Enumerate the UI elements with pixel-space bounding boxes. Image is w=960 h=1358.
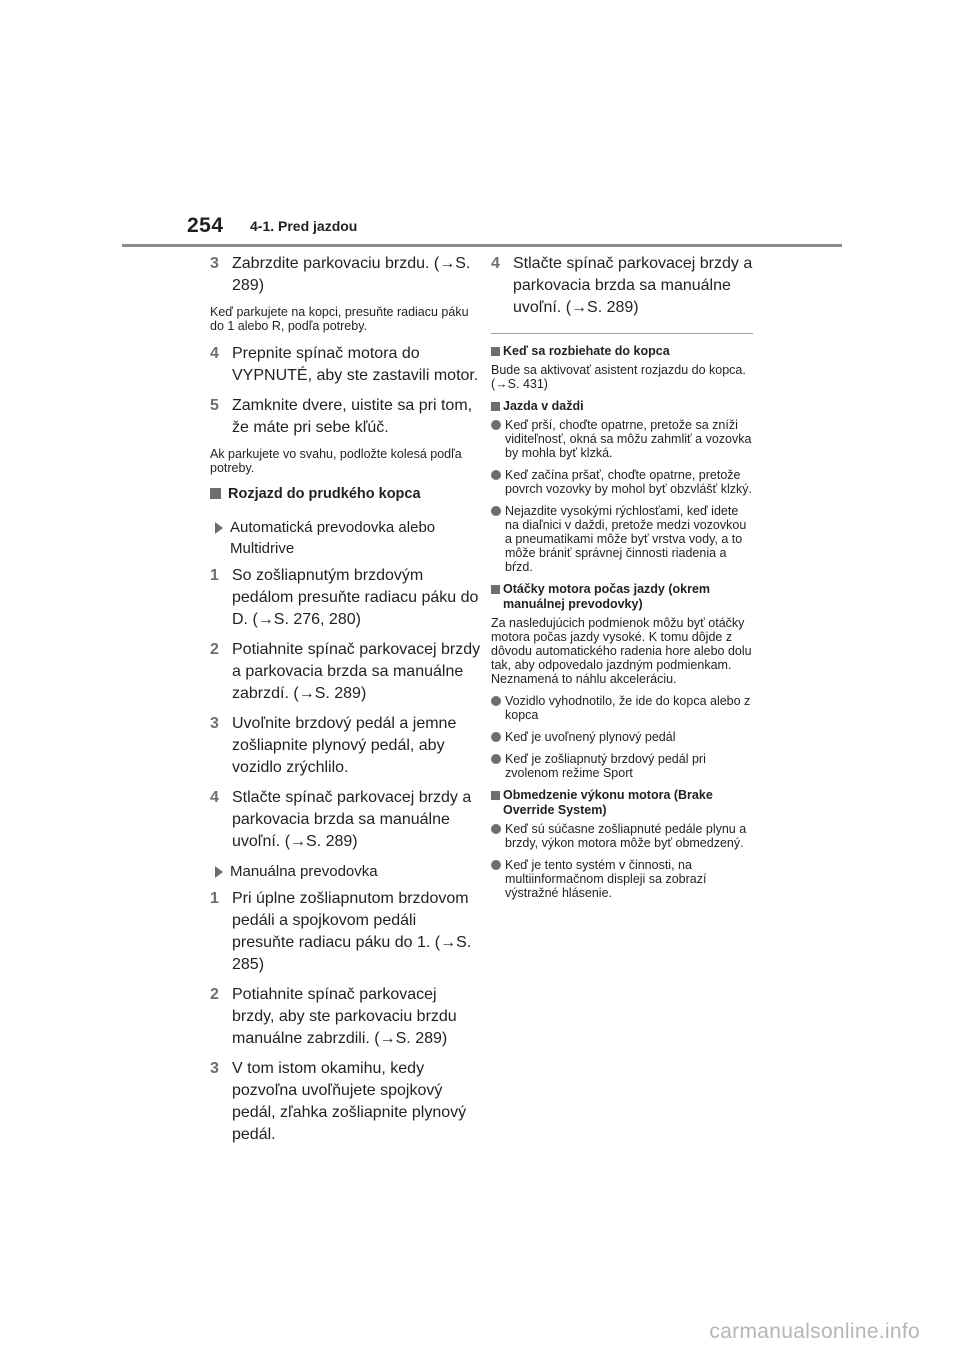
section-title: 4-1. Pred jazdou <box>250 218 358 234</box>
note-slope: Ak parkujete vo svahu, podložte kolesá podľa potreby. <box>210 447 462 475</box>
step-text: Stlačte spínač parkovacej brzdy a parkovacia brzda sa manuálne uvoľní. (→S. 289) <box>513 255 753 316</box>
step-number: 2 <box>210 641 219 658</box>
manual-step <box>210 1058 482 1146</box>
square-bullet-icon <box>491 402 500 411</box>
rpm-bullet <box>491 730 753 744</box>
step-5-parking <box>210 395 482 439</box>
step-text: So zošliapnutým brzdovým pedálom presuňte radiacu páku do D. (→S. 276, 280) <box>232 567 479 628</box>
auto-step <box>210 713 482 779</box>
rpm-bullet <box>491 752 753 780</box>
left-column <box>210 253 482 1154</box>
step-3-parking <box>210 253 482 297</box>
rain-bullet <box>491 504 753 574</box>
info-text-uphill: Bude sa aktivovať asistent rozjazdu do kopca. (→S. 431) <box>491 363 746 391</box>
step-number: 3 <box>210 715 219 732</box>
circle-bullet-icon <box>491 754 501 764</box>
bullet-text: Vozidlo vyhodnotilo, že ide do kopca alebo z kopca <box>505 694 751 722</box>
heading-text: Otáčky motora počas jazdy (okrem manuálnej prevodovky) <box>503 582 711 611</box>
auto-step-4-continued <box>491 253 753 319</box>
bullet-text: Keď je uvoľnený plynový pedál <box>505 730 676 744</box>
circle-bullet-icon <box>491 824 501 834</box>
heading-text: Keď sa rozbiehate do kopca <box>503 344 670 358</box>
rpm-bullet <box>491 694 753 722</box>
note-parking-hill: Keď parkujete na kopci, presuňte radiacu páku do 1 alebo R, podľa potreby. <box>210 305 469 333</box>
bullet-text: Keď je tento systém v činnosti, na multiinformačnom displeji sa zobrazí výstražné hlásenie. <box>505 858 707 900</box>
step-text: Potiahnite spínač parkovacej brzdy a parkovacia brzda sa manuálne zabrzdí. (→S. 289) <box>232 641 481 702</box>
info-heading-engine-rpm <box>491 582 753 612</box>
right-column <box>491 253 753 908</box>
step-text: V tom istom okamihu, kedy pozvoľna uvoľňujete spojkový pedál, zľahka zošliapnite plynový pedál. <box>232 1060 467 1143</box>
subheading-automatic <box>210 517 482 559</box>
square-bullet-icon <box>491 791 500 800</box>
step-number: 1 <box>210 567 219 584</box>
step-text: Pri úplne zošliapnutom brzdovom pedáli a spojkovom pedáli presuňte radiacu páku do 1. (→S. 285) <box>232 890 472 973</box>
circle-bullet-icon <box>491 860 501 870</box>
page-number: 254 <box>187 214 224 237</box>
manual-step <box>210 984 482 1050</box>
triangle-arrow-icon <box>215 866 223 878</box>
info-heading-uphill <box>491 344 753 359</box>
square-bullet-icon <box>491 585 500 594</box>
step-number: 3 <box>210 1060 219 1077</box>
circle-bullet-icon <box>491 506 501 516</box>
step-text: Stlačte spínač parkovacej brzdy a parkovacia brzda sa manuálne uvoľní. (→S. 289) <box>232 789 472 850</box>
step-number: 3 <box>210 255 219 272</box>
step-number: 2 <box>210 986 219 1003</box>
step-number: 5 <box>210 397 219 414</box>
auto-step <box>210 639 482 705</box>
bullet-text: Keď prší, choďte opatrne, pretože sa zníži viditeľnosť, okná sa môžu zahmliť a vozovka by mohla byť klzká. <box>505 418 752 460</box>
auto-step <box>210 787 482 853</box>
heading-text: Rozjazd do prudkého kopca <box>228 486 421 502</box>
step-text: Uvoľnite brzdový pedál a jemne zošliapnite plynový pedál, aby vozidlo zrýchlilo. <box>232 715 457 776</box>
step-number: 4 <box>210 789 219 806</box>
subheading-text: Automatická prevodovka alebo Multidrive <box>230 519 436 557</box>
heading-text: Jazda v daždi <box>503 399 584 413</box>
info-divider <box>491 333 753 334</box>
rain-bullet <box>491 418 753 460</box>
bullet-text: Keď sú súčasne zošliapnuté pedále plynu a brzdy, výkon motora môže byť obmedzený. <box>505 822 747 850</box>
step-text: Zamknite dvere, uistite sa pri tom, že máte pri sebe kľúč. <box>232 397 473 436</box>
step-text: Zabrzdite parkovaciu brzdu. (→S. 289) <box>232 255 471 294</box>
circle-bullet-icon <box>491 470 501 480</box>
auto-step <box>210 565 482 631</box>
step-number: 1 <box>210 890 219 907</box>
info-heading-brake-override <box>491 788 753 818</box>
manual-step <box>210 888 482 976</box>
bullet-text: Nejazdite vysokými rýchlosťami, keď idete na diaľnici v daždi, pretože medzi vozovkou a pneumatikami môže byť vrstva vody, a to môže brániť správnej činnosti riadenia a bŕzd. <box>505 504 747 574</box>
bullet-text: Keď je zošliapnutý brzdový pedál pri zvolenom režime Sport <box>505 752 706 780</box>
step-4-parking <box>210 343 482 387</box>
step-number: 4 <box>491 255 500 272</box>
override-bullet <box>491 822 753 850</box>
step-text: Prepnite spínač motora do VYPNUTÉ, aby ste zastavili motor. <box>232 345 479 384</box>
heading-text: Obmedzenie výkonu motora (Brake Override System) <box>503 788 713 817</box>
watermark: carmanualsonline.info <box>709 1320 920 1343</box>
circle-bullet-icon <box>491 696 501 706</box>
section-heading-steep-hill <box>210 485 482 503</box>
circle-bullet-icon <box>491 420 501 430</box>
square-bullet-icon <box>210 488 221 499</box>
subheading-manual <box>210 861 482 882</box>
triangle-arrow-icon <box>215 522 223 534</box>
square-bullet-icon <box>491 347 500 356</box>
override-bullet <box>491 858 753 900</box>
subheading-text: Manuálna prevodovka <box>230 863 378 880</box>
bullet-text: Keď začína pršať, choďte opatrne, pretože povrch vozovky by mohol byť obzvlášť klzký. <box>505 468 752 496</box>
info-heading-rain <box>491 399 753 414</box>
step-text: Potiahnite spínač parkovacej brzdy, aby ste parkovaciu brzdu manuálne zabrzdili. (→S. 289) <box>232 986 457 1047</box>
circle-bullet-icon <box>491 732 501 742</box>
rain-bullet <box>491 468 753 496</box>
header-rule <box>122 244 842 247</box>
page-header <box>187 214 842 248</box>
info-text-engine-rpm: Za nasledujúcich podmienok môžu byť otáčky motora počas jazdy vysoké. K tomu dôjde z dôvodu automatického radenia hore alebo dolu tak, aby odpovedalo jazdným podmienkam. Neznamená to náhlu akceleráciu. <box>491 616 752 686</box>
step-number: 4 <box>210 345 219 362</box>
